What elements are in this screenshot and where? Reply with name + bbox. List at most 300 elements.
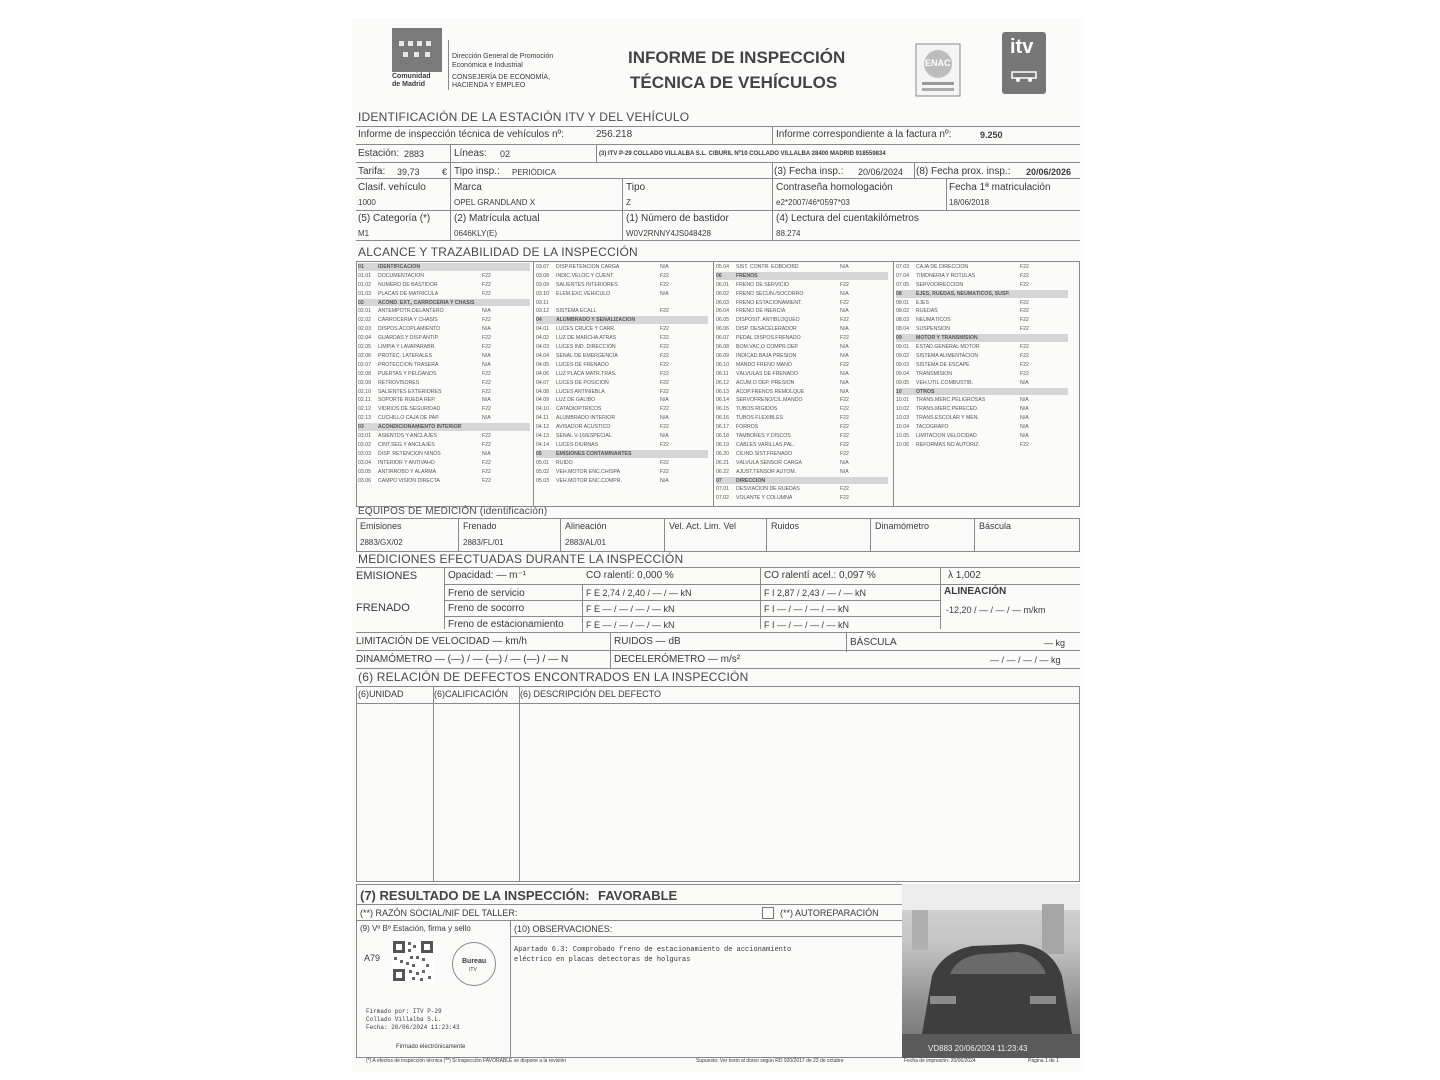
- scope-item: [716, 290, 888, 298]
- scope-item: [896, 352, 1068, 360]
- scope-item-code: 01.03: [358, 290, 371, 297]
- scope-item-code: 06.21: [716, 459, 729, 466]
- scope-item-description: ALUMBRADO INTERIOR: [556, 415, 616, 422]
- scope-item-status: F22: [1020, 263, 1029, 270]
- vehicle-photo: [902, 884, 1080, 1058]
- first-registration-value: 18/06/2018: [949, 198, 990, 207]
- scope-item-status: N/A: [1020, 379, 1029, 386]
- scope-item-description: EJES: [916, 299, 929, 306]
- org-line-3: CONSEJERÍA DE ECONOMÍA,: [452, 74, 551, 81]
- scope-item-code: 02.12: [358, 406, 371, 413]
- scope-item-code: 03.04: [358, 459, 371, 466]
- scope-item-description: MANDO FRENO MANO: [736, 361, 792, 368]
- scope-item: [716, 263, 888, 271]
- equipment-value: 2883/FL/01: [463, 538, 504, 547]
- scope-item-status: N/A: [1020, 424, 1029, 431]
- signature-label: (9) Vº Bº Estación, firma y sello: [360, 924, 471, 933]
- org-line-1: Dirección General de Promoción: [452, 53, 554, 60]
- scope-item-description: SEÑAL DE EMERGENCIA: [556, 352, 618, 359]
- scope-item-status: F22: [840, 397, 849, 404]
- scope-item: [536, 352, 708, 360]
- insp-type-label: Tipo insp.:: [454, 166, 500, 177]
- class-value: 1000: [358, 198, 376, 207]
- scope-item: [896, 272, 1068, 280]
- scope-item-code: 06.11: [716, 370, 729, 377]
- scope-item-code: 03.02: [358, 441, 371, 448]
- homologation-value: e2*2007/46*0597*03: [776, 198, 850, 207]
- scope-item-description: VOLANTE Y COLUMNA: [736, 495, 793, 502]
- scope-item-code: 06.04: [716, 308, 729, 315]
- scope-item-code: 08.03: [896, 317, 909, 324]
- scope-item-description: ALUMBRADO Y SEÑALIZACIÓN: [556, 317, 636, 324]
- scope-item-description: CUCHILLO CAJA DE PAP.: [378, 415, 440, 422]
- scope-item-description: TUBOS FLEXIBLES: [736, 415, 783, 422]
- scope-item-description: PLACAS DE MATRÍCULA: [378, 290, 439, 297]
- scope-item-status: N/A: [840, 379, 849, 386]
- scope-item-status: F22: [482, 290, 491, 297]
- scope-item-description: VEH.MOTOR ENC.CHISPA: [556, 468, 621, 475]
- scope-item-description: TRANS.MERC.PERECED.: [916, 406, 979, 413]
- equipment-section-title: EQUIPOS DE MEDICIÓN (identificación): [358, 506, 548, 517]
- itv-logo: [1002, 32, 1046, 94]
- scope-item-status: F22: [840, 450, 849, 457]
- scope-item-status: F22: [840, 335, 849, 342]
- co-accel-value: CO ralentí acel.: 0,097 %: [764, 570, 876, 581]
- scope-item-code: 05: [536, 450, 542, 457]
- scope-item: [716, 361, 888, 369]
- scope-item-status: F22: [1020, 317, 1029, 324]
- scope-item-status: N/A: [660, 290, 669, 297]
- scope-item-status: F22: [660, 361, 669, 368]
- scope-item-code: 04.10: [536, 406, 549, 413]
- scope-item-description: PROTECCIÓN TRASERA: [378, 361, 439, 368]
- scope-item-code: 09.04: [896, 370, 909, 377]
- scope-item-code: 04.06: [536, 370, 549, 377]
- scope-item-description: RETROVISORES: [378, 379, 420, 386]
- scope-item-description: BOM.VAC.O COMPR.DEP.: [736, 344, 799, 351]
- scope-item-status: F22: [482, 468, 491, 475]
- scope-item-status: N/A: [840, 388, 849, 395]
- scope-item-description: LUCES ANTINIEBLA: [556, 388, 605, 395]
- measurements-section-title: MEDICIONES EFECTUADAS DURANTE LA INSPECCIÓN: [358, 552, 684, 566]
- scope-item-description: IDENTIFICACIÓN: [378, 263, 421, 270]
- insp-date-value: 20/06/2024: [858, 167, 904, 177]
- scope-item: [358, 405, 530, 413]
- scope-item-code: 03.10: [536, 290, 549, 297]
- scope-item: [896, 263, 1068, 271]
- footer-print-date: Fecha de impresión: 20/06/2024: [904, 1058, 976, 1064]
- scope-item-status: N/A: [840, 290, 849, 297]
- equipment-value: 2883/GX/02: [360, 538, 403, 547]
- scope-item-code: 06.20: [716, 450, 729, 457]
- scope-item-status: N/A: [482, 326, 491, 333]
- lambda-value: λ 1,002: [948, 570, 981, 581]
- scope-item-status: N/A: [840, 344, 849, 351]
- scope-item: [716, 308, 888, 316]
- workshop-label: (**) RAZÓN SOCIAL/NIF DEL TALLER:: [360, 908, 518, 918]
- enac-logo: [914, 42, 962, 98]
- scope-item-description: INTERIOR Y ANTIVAHO: [378, 459, 435, 466]
- scope-item-code: 02.09: [358, 379, 371, 386]
- car-icon: [1009, 68, 1039, 82]
- scope-item: [716, 423, 888, 431]
- scope-item: [358, 290, 530, 298]
- scope-item-status: F22: [840, 361, 849, 368]
- scope-item-status: F22: [840, 281, 849, 288]
- scope-item-code: 04: [536, 317, 542, 324]
- category-label: (5) Categoría (*): [358, 213, 431, 224]
- scope-item-code: 03.03: [358, 450, 371, 457]
- scope-group-header: [716, 272, 888, 280]
- scope-item-description: FRENO SECUN./SOCORRO: [736, 290, 804, 297]
- madrid-logo: [392, 28, 442, 90]
- scope-item-description: LUCES CRUCE Y CARR.: [556, 326, 616, 333]
- scope-item-code: 05.01: [536, 459, 549, 466]
- observation-line-2: eléctrico en placas detectoras de holguras: [514, 956, 691, 964]
- odometer-label: (4) Lectura del cuentakilómetros: [776, 213, 919, 224]
- self-repair-checkbox[interactable]: [762, 907, 774, 919]
- scope-item-status: N/A: [840, 263, 849, 270]
- scope-item-code: 09.03: [896, 361, 909, 368]
- scope-item: [716, 370, 888, 378]
- scope-item-status: F22: [482, 370, 491, 377]
- scope-item-status: N/A: [840, 459, 849, 466]
- scope-item-code: 10.02: [896, 406, 909, 413]
- invoice-label: Informe correspondiente a la factura nº:: [776, 129, 952, 140]
- scope-item-code: 08.01: [896, 299, 909, 306]
- scope-item-code: 10.05: [896, 433, 909, 440]
- scope-item-status: F22: [482, 477, 491, 484]
- emergency-brake-fe: F E — / — / — / — kN: [586, 604, 675, 614]
- equipment-cell: [664, 518, 767, 552]
- scope-item-description: EMISIONES CONTAMINANTES: [556, 450, 632, 457]
- scope-item-code: 02.08: [358, 370, 371, 377]
- scope-group-header: [716, 477, 888, 485]
- scope-item: [536, 397, 708, 405]
- scope-item: [536, 272, 708, 280]
- scope-item-status: F22: [840, 415, 849, 422]
- scope-item-description: ASIENTOS Y ANCLAJES: [378, 433, 437, 440]
- scope-item-status: N/A: [840, 352, 849, 359]
- scope-item: [358, 370, 530, 378]
- scope-item-code: 07.01: [716, 486, 729, 493]
- scope-item-status: F22: [1020, 344, 1029, 351]
- scope-item: [536, 388, 708, 396]
- invoice-number: 9.250: [980, 130, 1003, 140]
- next-insp-label: (8) Fecha prox. insp.:: [916, 166, 1011, 177]
- scope-item-code: 02.10: [358, 388, 371, 395]
- scope-item-description: EJES, RUEDAS, NEUMÁTICOS, SUSP.: [916, 290, 1010, 297]
- scope-item-status: F22: [482, 441, 491, 448]
- scope-item-description: DIRECCIÓN: [736, 477, 766, 484]
- qr-code-icon: [392, 940, 434, 982]
- scope-item: [358, 361, 530, 369]
- scope-item-status: N/A: [1020, 397, 1029, 404]
- scope-item: [716, 352, 888, 360]
- scope-item-status: F22: [840, 424, 849, 431]
- scope-item-code: 06.19: [716, 441, 729, 448]
- equipment-cell: [870, 518, 975, 552]
- scope-item-code: 01.02: [358, 281, 371, 288]
- scope-item-code: 03.07: [536, 263, 549, 270]
- observations-label: (10) OBSERVACIONES:: [514, 924, 613, 934]
- scope-item-description: LUCES DE POSICIÓN: [556, 379, 609, 386]
- scope-item-code: 06.03: [716, 299, 729, 306]
- scope-item: [896, 316, 1068, 324]
- photo-caption: VD883 20/06/2024 11:23:43: [928, 1044, 1028, 1053]
- scope-group-header: [358, 423, 530, 431]
- scope-item-code: 10.06: [896, 441, 909, 448]
- scope-item: [716, 316, 888, 324]
- scope-item-description: LIMITACIÓN VELOCIDAD: [916, 433, 977, 440]
- scope-item-description: SEÑAL V-16/ESPECIAL: [556, 433, 612, 440]
- scope-item-status: N/A: [660, 263, 669, 270]
- scope-item-code: 03.08: [536, 272, 549, 279]
- scope-item-status: F22: [840, 495, 849, 502]
- lines-value: 02: [500, 149, 511, 159]
- scope-item-status: F22: [660, 308, 669, 315]
- scope-item: [896, 379, 1068, 387]
- scope-item-code: 06.15: [716, 406, 729, 413]
- scope-item-description: DISP. RETENCIÓN NIÑOS: [378, 450, 441, 457]
- scope-item-description: TIMONERÍA Y RÓTULAS: [916, 272, 976, 279]
- scope-item-status: F22: [660, 370, 669, 377]
- itv-label: itv: [1010, 36, 1034, 58]
- next-insp-value: 20/06/2026: [1026, 167, 1072, 177]
- equipment-label: Vel. Act. Lim. Vel: [669, 521, 737, 531]
- signer-line-3: Fecha: 20/06/2024 11:23:43: [366, 1024, 460, 1031]
- scope-item: [896, 405, 1068, 413]
- scope-item: [358, 388, 530, 396]
- scope-item-code: 02.06: [358, 352, 371, 359]
- scope-item-description: LUCES DIURNAS: [556, 441, 599, 448]
- alignment-value: -12,20 / — / — / — m/km: [946, 605, 1046, 615]
- scope-item-code: 09.01: [896, 344, 909, 351]
- scope-item: [716, 299, 888, 307]
- enac-seal-icon: [914, 42, 962, 98]
- scope-item-status: F22: [1020, 361, 1029, 368]
- scope-item-description: SISTEMA ECALL: [556, 308, 597, 315]
- lines-label: Líneas:: [454, 148, 487, 159]
- scope-item: [536, 379, 708, 387]
- parking-brake-fi: F I — / — / — / — kN: [764, 620, 850, 630]
- scope-item: [536, 308, 708, 316]
- scope-item: [536, 459, 708, 467]
- service-brake-fi: F I 2,87 / 2,43 / — / — kN: [764, 588, 867, 598]
- scope-item-description: SUSPENSIÓN: [916, 326, 951, 333]
- scope-item-code: 04.14: [536, 441, 549, 448]
- scope-item-description: OTROS: [916, 388, 935, 395]
- tariff-currency: €: [442, 167, 448, 177]
- scope-item-description: VEH.MOTOR ENC.COMPR.: [556, 477, 622, 484]
- scope-item: [536, 281, 708, 289]
- scope-item: [716, 325, 888, 333]
- type-label: Tipo: [626, 182, 646, 193]
- enac-label: ENAC: [925, 58, 951, 68]
- scope-item-status: N/A: [482, 415, 491, 422]
- scope-item-status: N/A: [660, 415, 669, 422]
- scope-item-status: F22: [1020, 370, 1029, 377]
- scope-item-description: LUZ DE MARCHA ATRÁS: [556, 335, 617, 342]
- scope-item: [536, 325, 708, 333]
- scope-item-status: F22: [660, 424, 669, 431]
- scale-label: BÁSCULA: [850, 637, 897, 648]
- scope-item-description: VÁLVULA SENSOR CARGA: [736, 459, 802, 466]
- scope-item-description: VEH.UTIL.COMBUSTIB.: [916, 379, 974, 386]
- scope-item-description: ANTIRROBO Y ALARMA: [378, 468, 437, 475]
- scope-item-description: RUIDO: [556, 459, 573, 466]
- insp-type-value: PERIÓDICA: [512, 168, 557, 177]
- scope-item: [536, 468, 708, 476]
- scope-item-code: 06.22: [716, 468, 729, 475]
- scope-item-status: N/A: [660, 477, 669, 484]
- scope-item: [716, 414, 888, 422]
- scope-item-code: 04.04: [536, 352, 549, 359]
- scope-item-description: INDICAD.BAJA PRESIÓN: [736, 352, 797, 359]
- plate-label: (2) Matrícula actual: [454, 213, 540, 224]
- scope-item: [358, 459, 530, 467]
- defects-section-title: (6) RELACIÓN DE DEFECTOS ENCONTRADOS EN LA INSPECCIÓN: [358, 670, 749, 684]
- scope-item-status: F22: [660, 459, 669, 466]
- vin-label: (1) Número de bastidor: [626, 213, 729, 224]
- scope-item-description: ACUM.O DEP. PRESIÓN: [736, 379, 795, 386]
- scope-item-code: 03.05: [358, 468, 371, 475]
- result-value: FAVORABLE: [598, 888, 678, 903]
- scope-item: [896, 343, 1068, 351]
- scope-item-status: F22: [482, 281, 491, 288]
- scope-item-code: 01.01: [358, 272, 371, 279]
- scope-item: [716, 450, 888, 458]
- scope-item-code: 04.01: [536, 326, 549, 333]
- opacity-value: Opacidad: — m⁻¹: [448, 570, 527, 581]
- scope-item: [358, 352, 530, 360]
- scope-item-description: REFORMAS NO AUTORIZ.: [916, 441, 980, 448]
- scope-item: [536, 370, 708, 378]
- scope-item-status: F22: [660, 281, 669, 288]
- scope-item: [536, 343, 708, 351]
- scope-item-description: CARROCERÍA Y CHASIS: [378, 317, 438, 324]
- scope-item-code: 07.04: [896, 272, 909, 279]
- scope-item: [358, 281, 530, 289]
- scope-item-code: 06.09: [716, 352, 729, 359]
- vin-value: W0V2RNNY4JS048428: [626, 229, 711, 238]
- scope-item-status: F22: [482, 388, 491, 395]
- stamp-text-1: Bureau: [462, 958, 487, 965]
- scope-item-description: ACOP.FRENOS REMOLQUE: [736, 388, 805, 395]
- equipment-cell: [560, 518, 665, 552]
- scope-item-code: 08: [896, 290, 902, 297]
- result-title: (7) RESULTADO DE LA INSPECCIÓN:: [360, 888, 590, 903]
- scope-item-description: TUBOS RÍGIDOS: [736, 406, 778, 413]
- scope-item-description: ANTEMPOTR.DELANTERO: [378, 308, 444, 315]
- scope-item-description: CAMPO VISIÓN DIRECTA: [378, 477, 440, 484]
- scope-item-description: CATADIÓPTRICOS: [556, 406, 602, 413]
- scope-item-description: SALIENTES INTERIORES: [556, 281, 618, 288]
- scope-item-status: F22: [1020, 281, 1029, 288]
- scope-item: [716, 281, 888, 289]
- scope-item-description: DESVIACIÓN DE RUEDAS: [736, 486, 800, 493]
- scope-item-code: 02.05: [358, 344, 371, 351]
- scope-item-status: N/A: [840, 370, 849, 377]
- scope-item-code: 04.07: [536, 379, 549, 386]
- scope-item-description: SERVOFRENO/CIL.MANDO: [736, 397, 803, 404]
- scope-item-code: 05.02: [536, 468, 549, 475]
- scope-item-description: FRENOS: [736, 272, 758, 279]
- scope-item: [358, 334, 530, 342]
- scope-item-description: DISPOSIT. ANTIBLOQUEO: [736, 317, 800, 324]
- scope-item-code: 07.03: [896, 263, 909, 270]
- scope-item-description: ELEM.EXC.VEHÍCULO: [556, 290, 611, 297]
- defects-table: [356, 686, 1080, 882]
- scope-item: [358, 468, 530, 476]
- scope-item: [896, 397, 1068, 405]
- logo-text-1: Comunidad: [392, 73, 431, 80]
- scope-item-status: F22: [660, 441, 669, 448]
- scope-item: [716, 459, 888, 467]
- equipment-cell: [356, 518, 458, 552]
- scope-item-description: ACONDICIONAMIENTO INTERIOR: [378, 424, 462, 431]
- scope-item-status: F22: [840, 406, 849, 413]
- scope-item-status: F22: [660, 379, 669, 386]
- scope-item-description: FRENO DE INERCIA: [736, 308, 786, 315]
- scope-item-description: TRANSMISIÓN: [916, 370, 953, 377]
- scope-item-status: F22: [482, 379, 491, 386]
- scope-item: [716, 494, 888, 502]
- scope-item-status: F22: [840, 486, 849, 493]
- scope-item-status: F22: [660, 468, 669, 475]
- scope-item-description: NEUMÁTICOS: [916, 317, 951, 324]
- equipment-label: Dinamómetro: [875, 521, 930, 531]
- scope-item-status: N/A: [482, 352, 491, 359]
- qr-code: [392, 940, 434, 982]
- emergency-brake-fi: F I — / — / — / — kN: [764, 604, 850, 614]
- report-number: 256.218: [596, 129, 633, 140]
- certification-stamp: [452, 942, 496, 986]
- scope-item-status: F22: [482, 406, 491, 413]
- scope-item-status: F22: [660, 326, 669, 333]
- scope-item-code: 06.01: [716, 281, 729, 288]
- scope-item-code: 04.09: [536, 397, 549, 404]
- equipment-label: Alineación: [565, 521, 607, 531]
- scope-group-header: [358, 299, 530, 307]
- report-title-2: TÉCNICA DE VEHÍCULOS: [630, 73, 838, 92]
- scope-item: [536, 263, 708, 271]
- equipment-cell: [974, 518, 1081, 552]
- scope-item: [358, 450, 530, 458]
- scope-item-code: 07.05: [896, 281, 909, 288]
- plate-value: 0646KLY(E): [454, 229, 497, 238]
- scope-item-code: 06.17: [716, 424, 729, 431]
- scope-item: [358, 272, 530, 280]
- scope-group-header: [896, 334, 1068, 342]
- footer-page: Página 1 de 1: [1028, 1058, 1059, 1064]
- decelerometer-value: DECELERÓMETRO — m/s²: [614, 654, 741, 665]
- scope-item: [536, 477, 708, 485]
- scope-group-header: [896, 290, 1068, 298]
- scope-item-status: F22: [840, 441, 849, 448]
- scope-item-code: 06.12: [716, 379, 729, 386]
- signed-electronically-label: Firmado electrónicamente: [396, 1044, 466, 1050]
- scope-item-code: 02.13: [358, 415, 371, 422]
- scope-item: [358, 325, 530, 333]
- scope-item: [896, 361, 1068, 369]
- scope-item: [896, 423, 1068, 431]
- scope-item-description: CILIND.SIST.FRENADO: [736, 450, 793, 457]
- scope-item: [536, 414, 708, 422]
- scope-item: [716, 397, 888, 405]
- defects-col-qualification: (6)CALIFICACIÓN: [434, 689, 509, 699]
- scope-item-description: AVISADOR ACÚSTICO: [556, 424, 611, 431]
